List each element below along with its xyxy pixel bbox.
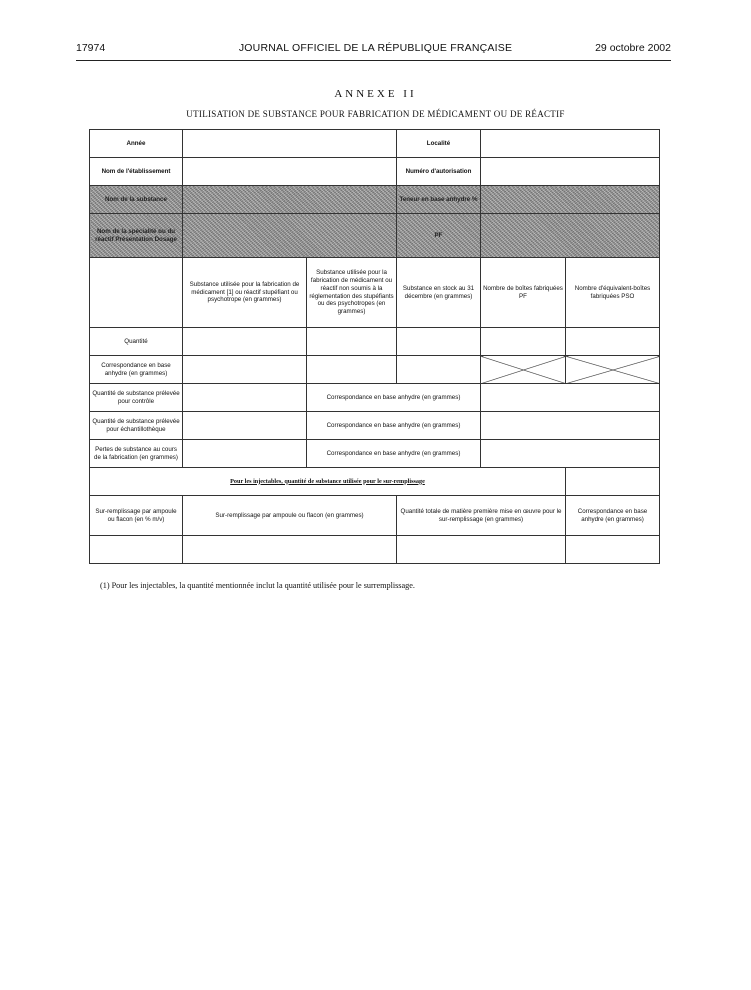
localite-field[interactable] xyxy=(481,130,660,158)
col-header-equivalent-pso: Nombre d'équivalent-boîtes fabriquées PSO xyxy=(566,258,660,328)
table-row xyxy=(90,186,660,214)
annex-subtitle: UTILISATION DE SUBSTANCE POUR FABRICATION DE MÉDICAMENT OU DE RÉACTIF xyxy=(186,109,565,119)
controle-correspondance-label: Correspondance en base anhydre (en grammes) xyxy=(307,384,481,412)
pertes-correspondance-label: Correspondance en base anhydre (en grammes) xyxy=(307,440,481,468)
crossed-out-cell xyxy=(566,356,660,384)
echantillotheque-correspondance-field[interactable] xyxy=(481,412,660,440)
table-row xyxy=(90,536,660,564)
pertes-correspondance-field[interactable] xyxy=(481,440,660,468)
echantillotheque-correspondance-label: Correspondance en base anhydre (en grammes) xyxy=(307,412,481,440)
quantite-non-soumis-field[interactable] xyxy=(307,328,397,356)
pf-label: PF xyxy=(397,214,481,258)
correspondance-stupefiant-field[interactable] xyxy=(183,356,307,384)
annee-field[interactable] xyxy=(183,130,397,158)
col-header-stock: Substance en stock au 31 décembre (en grammes) xyxy=(397,258,481,328)
quantite-boites-field[interactable] xyxy=(481,328,566,356)
controle-label: Quantité de substance prélevée pour contrôle xyxy=(90,384,183,412)
correspondance-stock-field[interactable] xyxy=(397,356,481,384)
col-header-non-soumis: Substance utilisée pour la fabrication de médicament ou réactif non soumis à la réglementation des stupéfiants ou des psychotropes (en grammes) xyxy=(307,258,397,328)
quantite-label: Quantité xyxy=(90,328,183,356)
table-row xyxy=(90,496,660,536)
sur-remplissage-pct-label: Sur-remplissage par ampoule ou flacon (en % m/v) xyxy=(90,496,183,536)
table-row xyxy=(90,258,660,328)
echantillotheque-label: Quantité de substance prélevée pour échantillothèque xyxy=(90,412,183,440)
substance-label: Nom de la substance xyxy=(90,186,183,214)
publication-date: 29 octobre 2002 xyxy=(595,42,671,54)
sur-remplissage-correspondance-label: Correspondance en base anhydre (en grammes) xyxy=(566,496,660,536)
localite-label: Localité xyxy=(397,130,481,158)
sur-remplissage-total-field[interactable] xyxy=(397,536,566,564)
page-number: 17974 xyxy=(76,42,106,54)
table-row xyxy=(90,384,660,412)
sur-remplissage-grams-field[interactable] xyxy=(183,536,397,564)
autorisation-field[interactable] xyxy=(481,158,660,186)
table-row xyxy=(90,468,660,496)
substance-field[interactable] xyxy=(183,186,397,214)
etablissement-label: Nom de l'établissement xyxy=(90,158,183,186)
pertes-label: Pertes de substance au cours de la fabrication (en grammes) xyxy=(90,440,183,468)
controle-field[interactable] xyxy=(183,384,307,412)
quantite-pso-field[interactable] xyxy=(566,328,660,356)
teneur-field[interactable] xyxy=(481,186,660,214)
annee-label: Année xyxy=(90,130,183,158)
autorisation-label: Numéro d'autorisation xyxy=(397,158,481,186)
journal-title: JOURNAL OFFICIEL DE LA RÉPUBLIQUE FRANÇAISE xyxy=(238,42,513,54)
etablissement-field[interactable] xyxy=(183,158,397,186)
correspondance-label: Correspondance en base anhydre (en grammes) xyxy=(90,356,183,384)
footnote: (1) Pour les injectables, la quantité mentionnée inclut la quantité utilisée pour le surremplissage. xyxy=(100,581,415,590)
table-row xyxy=(90,440,660,468)
table-row xyxy=(90,328,660,356)
controle-correspondance-field[interactable] xyxy=(481,384,660,412)
sur-remplissage-pct-field[interactable] xyxy=(90,536,183,564)
pertes-field[interactable] xyxy=(183,440,307,468)
table-row xyxy=(90,412,660,440)
header-rule xyxy=(76,60,671,61)
col-header-stupefiant: Substance utilisée pour la fabrication de médicament [1] ou réactif stupéfiant ou psychotrope (en grammes) xyxy=(183,258,307,328)
crossed-out-cell xyxy=(481,356,566,384)
echantillotheque-field[interactable] xyxy=(183,412,307,440)
annex-title: ANNEXE II xyxy=(334,88,417,100)
specialite-label: Nom de la spécialité ou du réactif Présentation Dosage xyxy=(90,214,183,258)
injectables-section-title: Pour les injectables, quantité de substance utilisée pour le sur-remplissage xyxy=(90,468,566,496)
correspondance-non-soumis-field[interactable] xyxy=(307,356,397,384)
table-row xyxy=(90,214,660,258)
table-row xyxy=(90,356,660,384)
quantite-stock-field[interactable] xyxy=(397,328,481,356)
quantite-stupefiant-field[interactable] xyxy=(183,328,307,356)
declaration-form-table xyxy=(89,129,660,564)
table-row xyxy=(90,158,660,186)
teneur-label: Teneur en base anhydre % xyxy=(397,186,481,214)
col-header-boites-pf: Nombre de boîtes fabriquées PF xyxy=(481,258,566,328)
sur-remplissage-total-label: Quantité totale de matière première mise en œuvre pour le sur-remplissage (en grammes) xyxy=(397,496,566,536)
table-row xyxy=(90,130,660,158)
pf-field[interactable] xyxy=(481,214,660,258)
specialite-field[interactable] xyxy=(183,214,397,258)
sur-remplissage-correspondance-field[interactable] xyxy=(566,536,660,564)
sur-remplissage-grams-label: Sur-remplissage par ampoule ou flacon (en grammes) xyxy=(183,496,397,536)
injectables-blank-cell xyxy=(566,468,660,496)
blank-header-cell xyxy=(90,258,183,328)
